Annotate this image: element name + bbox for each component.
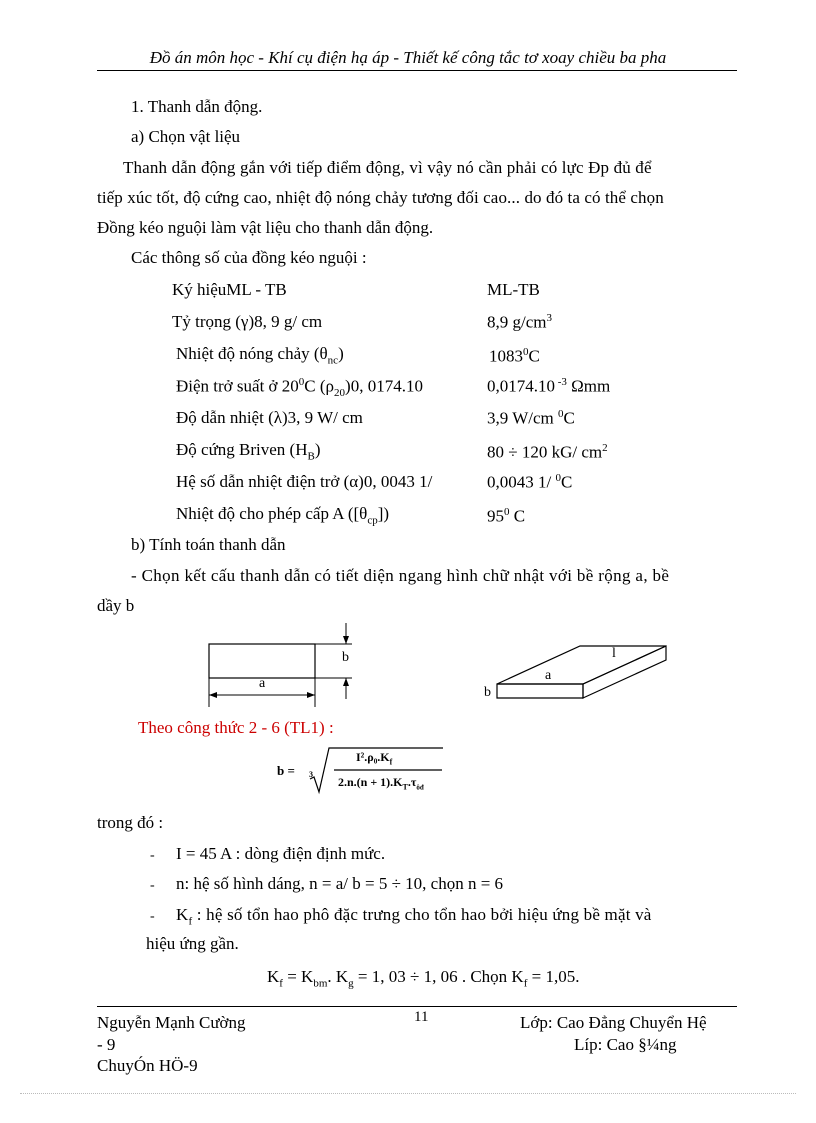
iso-label-l: l [612,646,616,661]
param-value: 80 ÷ 120 kG/ $cm^2$ [487,442,608,462]
paragraph-line: dầy b [97,596,135,615]
page-number: 11 [414,1009,429,1025]
footer-author: Nguyễn Mạnh Cường [97,1013,246,1032]
param-value: 1083$^0$C [489,346,540,366]
iso-label-a: a [545,668,552,683]
root-index: 3 [309,770,313,779]
formula-reference: Theo công thức 2 - 6 (TL1) : [138,718,334,737]
subsection-a-heading: a) Chọn vật liệu [131,127,241,146]
where-item: n: hệ số hình dáng, n = a/ b = 5 ÷ 10, chọn n = 6 [176,874,504,893]
bullet: - [150,909,155,924]
paragraph-line: tiếp xúc tốt, độ cứng cao, nhiệt độ nóng chảy tương đối cao... do đó ta có thể chọn [97,188,664,207]
cross-section-rectangle [209,644,315,678]
params-intro: Các thông số của đồng kéo nguội : [131,248,367,267]
param-value: 0,0174.10 $^{-3}$ Ωmm [487,376,611,396]
page-bottom-divider [20,1093,796,1094]
formula-denominator: $2.n.(n + 1).K_T.\tau_{ôđ}$ [338,775,424,792]
arrow-head-icon [307,692,315,698]
footer-rule [97,1006,737,1007]
footer-class: Líp: Cao §¼ng [574,1035,677,1054]
bar-top-face [497,646,666,684]
param-value: 0,0043 1/ $^0$C [487,472,573,492]
where-item: I = 45 A : dòng điện định mức. [176,844,386,863]
bar-side-face [583,646,666,698]
dimension-label-a: a [259,676,266,691]
paragraph-line: - Chọn kết cấu thanh dẫn có tiết diện ngang hình chữ nhật với bề rộng a, bề [131,566,670,585]
formula-numerator: $I^2.\rho_0.K_f$ [356,750,393,767]
bullet: - [150,848,155,863]
section-heading: 1. Thanh dẫn động. [131,97,263,116]
param-value: 8,9 $g/cm^3$ [487,312,552,332]
arrow-head-icon [209,692,217,698]
param-label: Ký hiệuML - TB [172,280,287,299]
footer-author: - 9 [97,1035,116,1054]
param-value: $95^0$ C [487,506,526,526]
isometric-bar-diagram [490,628,670,708]
where-item-continued: hiệu ứng gần. [146,934,239,953]
iso-label-b: b [484,685,491,700]
arrow-head-icon [343,636,349,644]
bullet: - [150,878,155,893]
formula-lhs: b = [277,763,295,778]
bar-front-face [497,684,583,698]
arrow-head-icon [343,678,349,686]
param-label: Nhiệt độ nóng chảy $(\theta_{nc})$ [176,344,344,367]
paragraph-line: Thanh dẫn động gắn với tiếp điểm động, vì vậy nó cần phải có lực Đp đủ để [123,158,652,177]
header-rule [97,70,737,71]
kf-equation: $K_f = K_{bm}$. $K_g = 1$, 03 ÷ 1, 06 . Chọn $K_f = 1,05$. [267,967,580,990]
page-header: Đồ án môn học - Khí cụ điện hạ áp - Thiết kế công tắc tơ xoay chiều ba pha [149,48,667,67]
param-label: Hệ số dẫn nhiệt điện trở (α)0, 0043 1/ [176,472,433,491]
param-label: Nhiệt độ cho phép cấp A $([\theta_{cp}])$ [176,504,390,527]
param-label: Tỷ trọng (γ)8, 9 g/ cm [172,312,323,331]
param-value: ML-TB [487,280,540,299]
footer-class: Lớp: Cao Đẳng Chuyển Hệ [520,1013,707,1032]
param-label: Điện trở suất ở $20^0C$ $(\rho_{20})0$, 0174.10 [176,376,423,400]
param-label: Độ cứng Briven $(H_B)$ [176,440,321,463]
where-item: $K_f$ : hệ số tổn hao phô đặc trưng cho tổn hao bởi hiệu ứng bề mặt và [176,905,652,928]
dimension-label-b: b [342,650,349,665]
param-label: Độ dẫn nhiệt (λ)3, 9 W/ cm [176,408,363,427]
where-intro: trong đó : [97,813,164,832]
param-value: 3,9 W/cm $^0$C [487,408,575,428]
footer-author: ChuyÓn HÖ-9 [97,1056,198,1075]
paragraph-line: Đồng kéo nguội làm vật liệu cho thanh dẫn động. [97,218,434,237]
subsection-b-heading: b) Tính toán thanh dẫn [131,535,286,554]
